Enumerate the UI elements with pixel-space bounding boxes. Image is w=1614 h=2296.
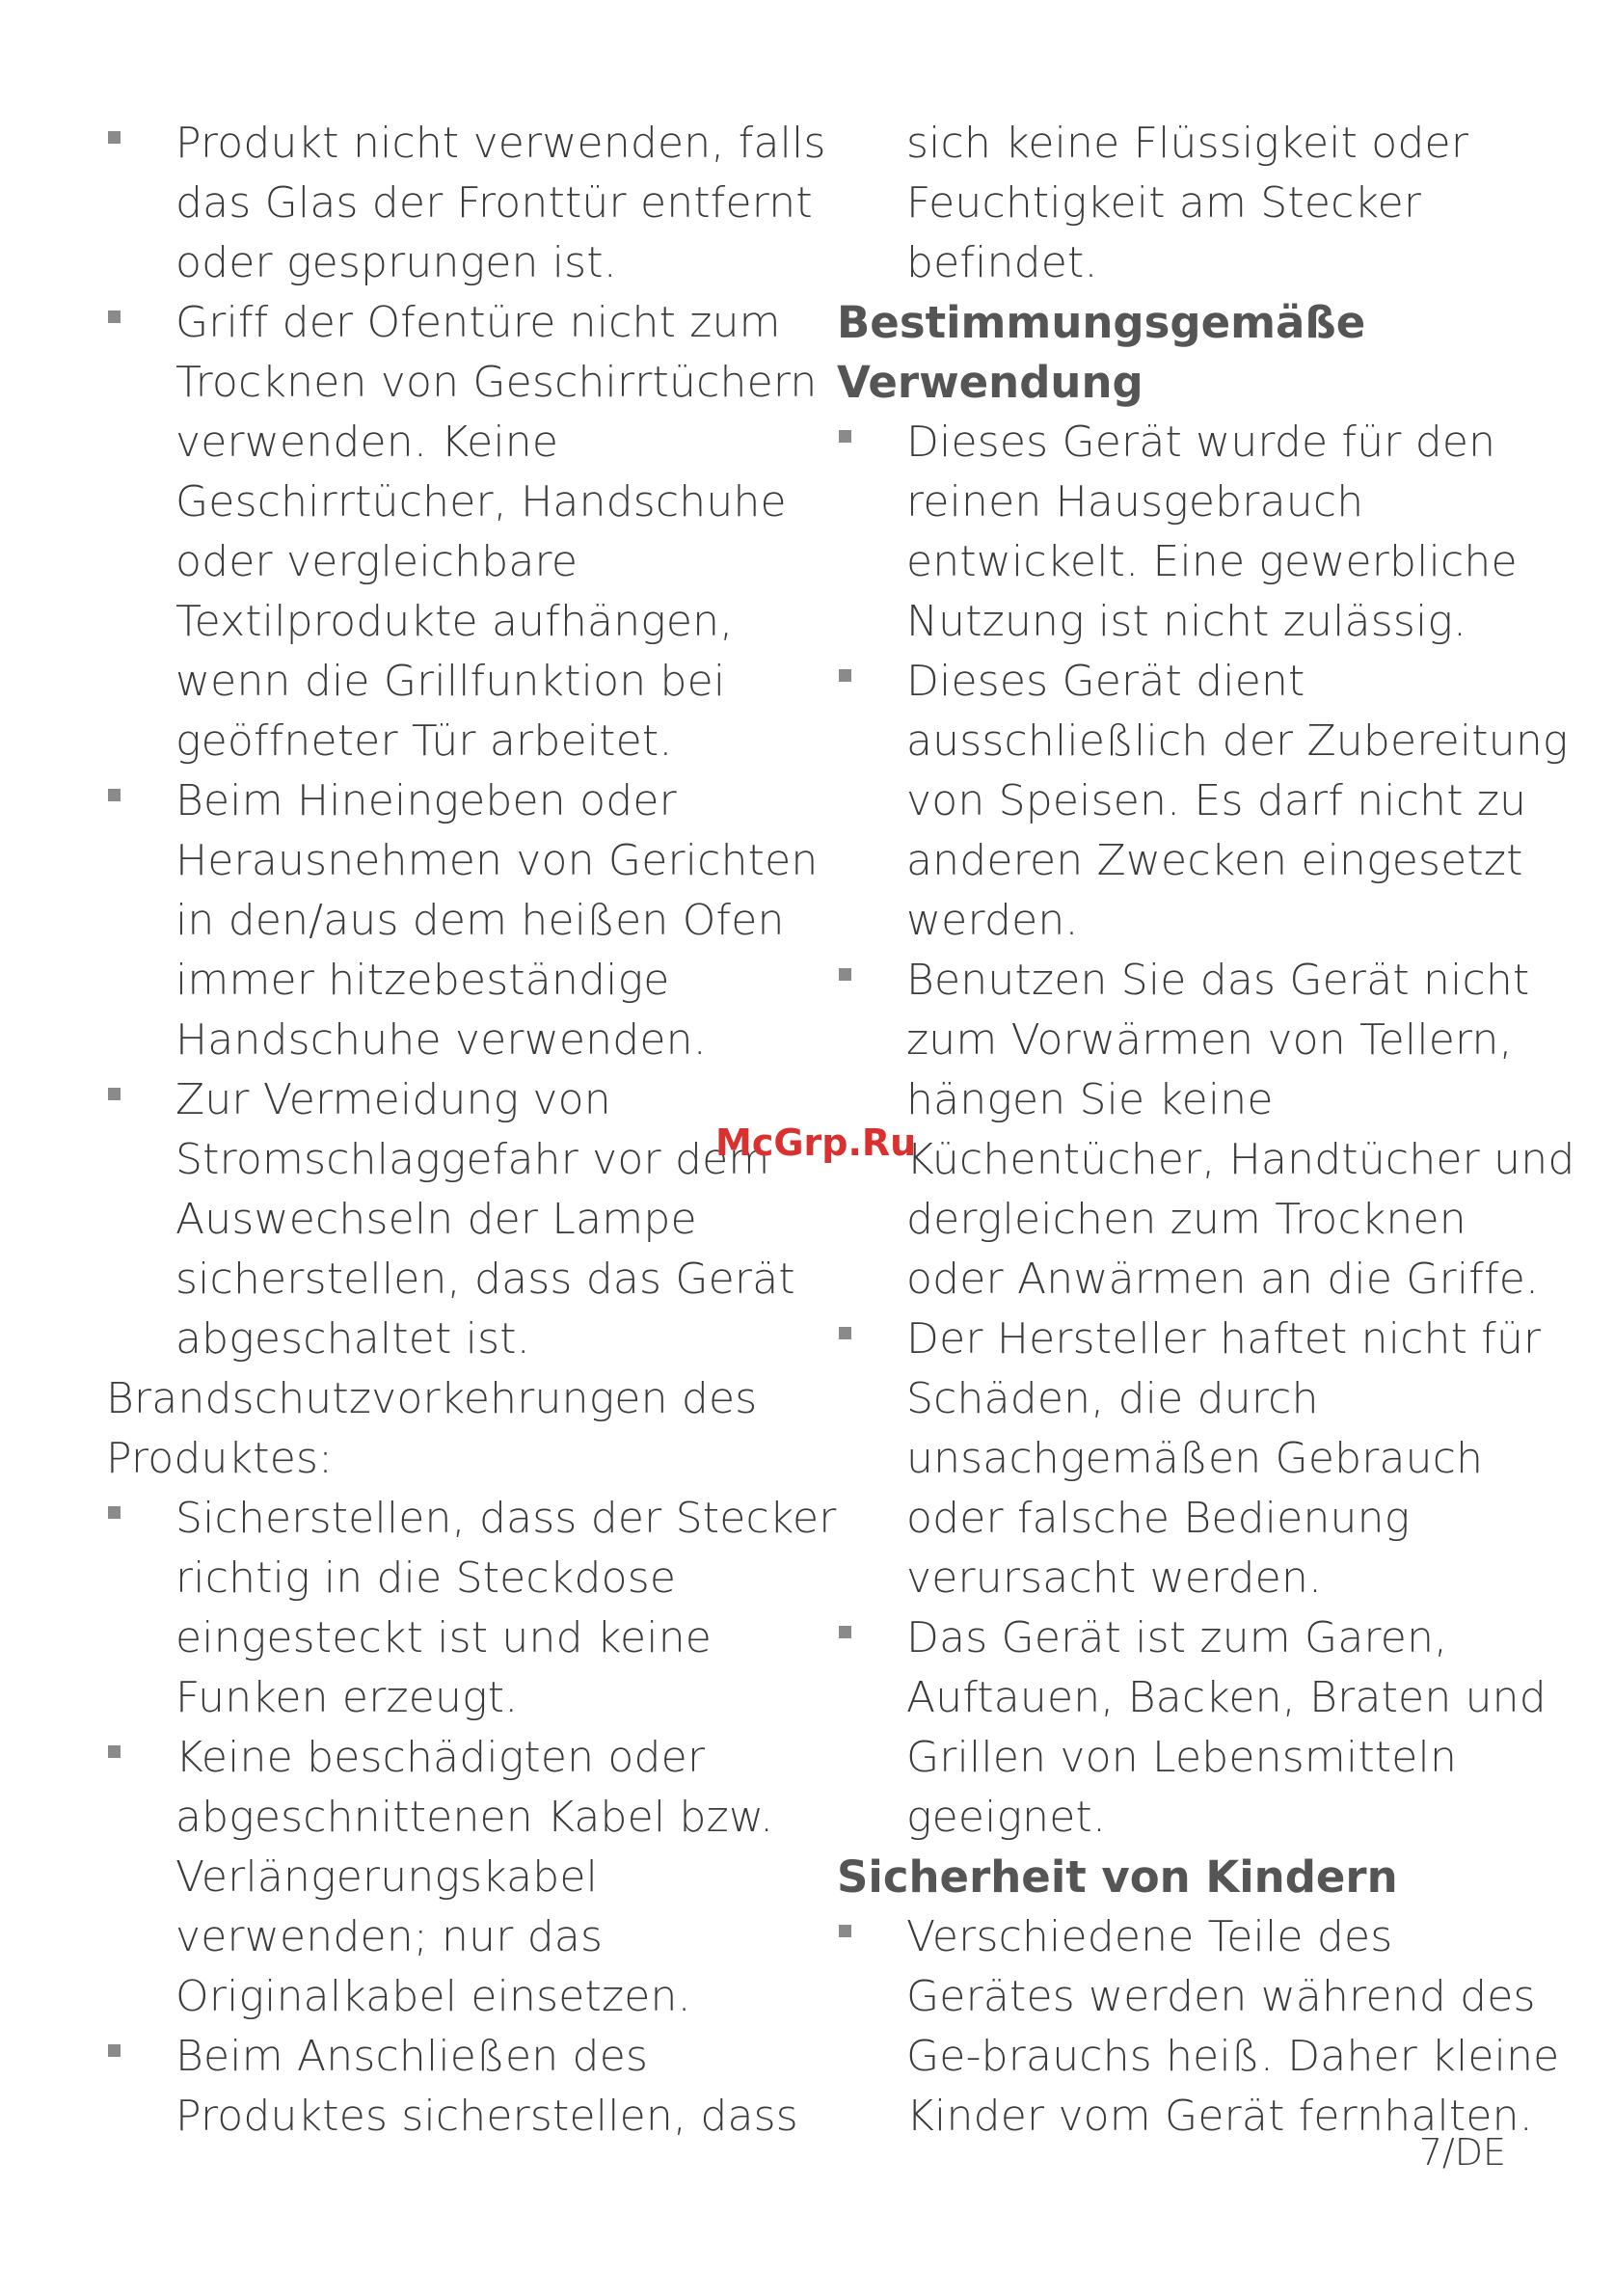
section-heading: Bestimmungsgemäße (837, 297, 1366, 348)
bullet-item (837, 1907, 1560, 2147)
bullet-line: Der Hersteller haftet nicht für (837, 1310, 1512, 1369)
bullet-line: Das Gerät ist zum Garen, (837, 1608, 1512, 1668)
bullet-line: von Speisen. Es darf nicht zu (906, 776, 1527, 825)
bullet-line: entwickelt. Eine gewerbliche (906, 537, 1518, 586)
bullet-line: Verlängerungskabel (175, 1852, 599, 1902)
bullet-line: oder Anwärmen an die Griffe. (906, 1255, 1540, 1304)
bullet-line: Produktes sicherstellen, dass (175, 2092, 798, 2141)
bullet-item (837, 1608, 1547, 1848)
bullet-line: unsachgemäßen Gebrauch (906, 1434, 1484, 1483)
bullet-line: werden. (906, 896, 1079, 945)
bullet-line: verursacht werden. (906, 1553, 1323, 1603)
bullet-line: Auftauen, Backen, Braten und (906, 1673, 1547, 1722)
bullet-line: richtig in die Steckdose (175, 1553, 677, 1603)
right-column (837, 114, 1575, 2147)
bullet-item (106, 1489, 837, 1728)
bullet-line: Originalkabel einsetzen. (175, 1972, 691, 2021)
page-number: 7/DE (1418, 2131, 1506, 2174)
bullet-line: oder gesprungen ist. (175, 238, 617, 287)
bullet-line: Auswechseln der Lampe (175, 1195, 697, 1244)
bullet-line: anderen Zwecken eingesetzt (906, 836, 1523, 885)
bullet-line: Gerätes werden während des (906, 1972, 1536, 2021)
section-heading: Sicherheit von Kindern (837, 1851, 1398, 1903)
bullet-line: abgeschnittenen Kabel bzw. (175, 1793, 774, 1842)
section-heading: Verwendung (837, 357, 1143, 408)
bullet-line: oder falsche Bedienung (906, 1494, 1411, 1543)
bullet-item (837, 413, 1518, 652)
bullet-line: sicherstellen, dass das Gerät (175, 1255, 795, 1304)
bullet-line: Trocknen von Geschirrtüchern (175, 358, 818, 407)
watermark: McGrp.Ru (715, 1121, 917, 1164)
bullet-line: zum Vorwärmen von Tellern, (906, 1015, 1513, 1065)
bullet-line: Dieses Gerät wurde für den (837, 413, 1512, 473)
bullet-item (837, 652, 1569, 951)
bullet-item (106, 1728, 781, 2027)
bullet-line: Benutzen Sie das Gerät nicht (837, 951, 1512, 1011)
bullet-line: Küchentücher, Handtücher und (906, 1135, 1575, 1184)
bullet-line: Geschirrtücher, Handschuhe (175, 477, 787, 527)
bullet-line: Handschuhe verwenden. (175, 1015, 707, 1065)
bullet-line: Zur Vermeidung von (106, 1070, 781, 1130)
bullet-line: oder vergleichbare (175, 537, 578, 586)
bullet-line: ausschließlich der Zubereitung (906, 716, 1569, 766)
continuation-line: Feuchtigkeit am Stecker (906, 178, 1422, 228)
bullet-line: Schäden, die durch (906, 1374, 1319, 1423)
bullet-line: Sicherstellen, dass der Stecker (106, 1489, 781, 1549)
bullet-line: Produkt nicht verwenden, falls (106, 114, 781, 174)
bullet-item (837, 951, 1575, 1310)
bullet-line: Stromschlaggefahr vor dem (175, 1135, 770, 1184)
bullet-line: Grillen von Lebensmitteln (906, 1733, 1458, 1782)
continuation-line: befindet. (906, 238, 1098, 287)
bullet-line: verwenden. Keine (175, 418, 559, 467)
bullet-line: immer hitzebeständige (175, 956, 670, 1005)
bullet-item (106, 771, 819, 1070)
continuation-line: sich keine Flüssigkeit oder (906, 119, 1469, 168)
bullet-line: eingesteckt ist und keine (175, 1613, 713, 1662)
bullet-line: Verschiedene Teile des (837, 1907, 1512, 1967)
bullet-line: hängen Sie keine (906, 1075, 1274, 1124)
bullet-line: dergleichen zum Trocknen (906, 1195, 1466, 1244)
bullet-line: abgeschaltet ist. (175, 1314, 530, 1364)
bullet-line: Funken erzeugt. (175, 1673, 519, 1722)
bullet-line: in den/aus dem heißen Ofen (175, 896, 785, 945)
bullet-line: geöffneter Tür arbeitet. (175, 716, 673, 766)
bullet-item (837, 1310, 1542, 1608)
fire-intro-line: Brandschutzvorkehrungen des (106, 1374, 758, 1423)
bullet-line: Ge-brauchs heiß. Daher kleine (906, 2032, 1560, 2081)
bullet-line: das Glas der Fronttür entfernt (175, 178, 813, 228)
bullet-item (106, 293, 818, 771)
bullet-item (106, 114, 826, 293)
bullet-item (106, 1070, 795, 1369)
bullet-item (106, 2027, 798, 2147)
bullet-line: verwenden; nur das (175, 1912, 604, 1961)
bullet-line: Griff der Ofentüre nicht zum (106, 293, 781, 353)
bullet-line: wenn die Grillfunktion bei (175, 657, 726, 706)
bullet-line: Nutzung ist nicht zulässig. (906, 597, 1467, 646)
bullet-line: geeignet. (906, 1793, 1107, 1842)
bullet-line: Keine beschädigten oder (106, 1728, 781, 1788)
bullet-line: Textilprodukte aufhängen, (175, 597, 734, 646)
bullet-line: Kinder vom Gerät fernhalten. (906, 2092, 1533, 2141)
bullet-line: reinen Hausgebrauch (906, 477, 1364, 527)
fire-intro-line: Produktes: (106, 1434, 334, 1483)
bullet-line: Dieses Gerät dient (837, 652, 1512, 712)
bullet-line: Beim Hineingeben oder (106, 771, 781, 831)
bullet-line: Beim Anschließen des (106, 2027, 781, 2087)
bullet-line: Herausnehmen von Gerichten (175, 836, 819, 885)
